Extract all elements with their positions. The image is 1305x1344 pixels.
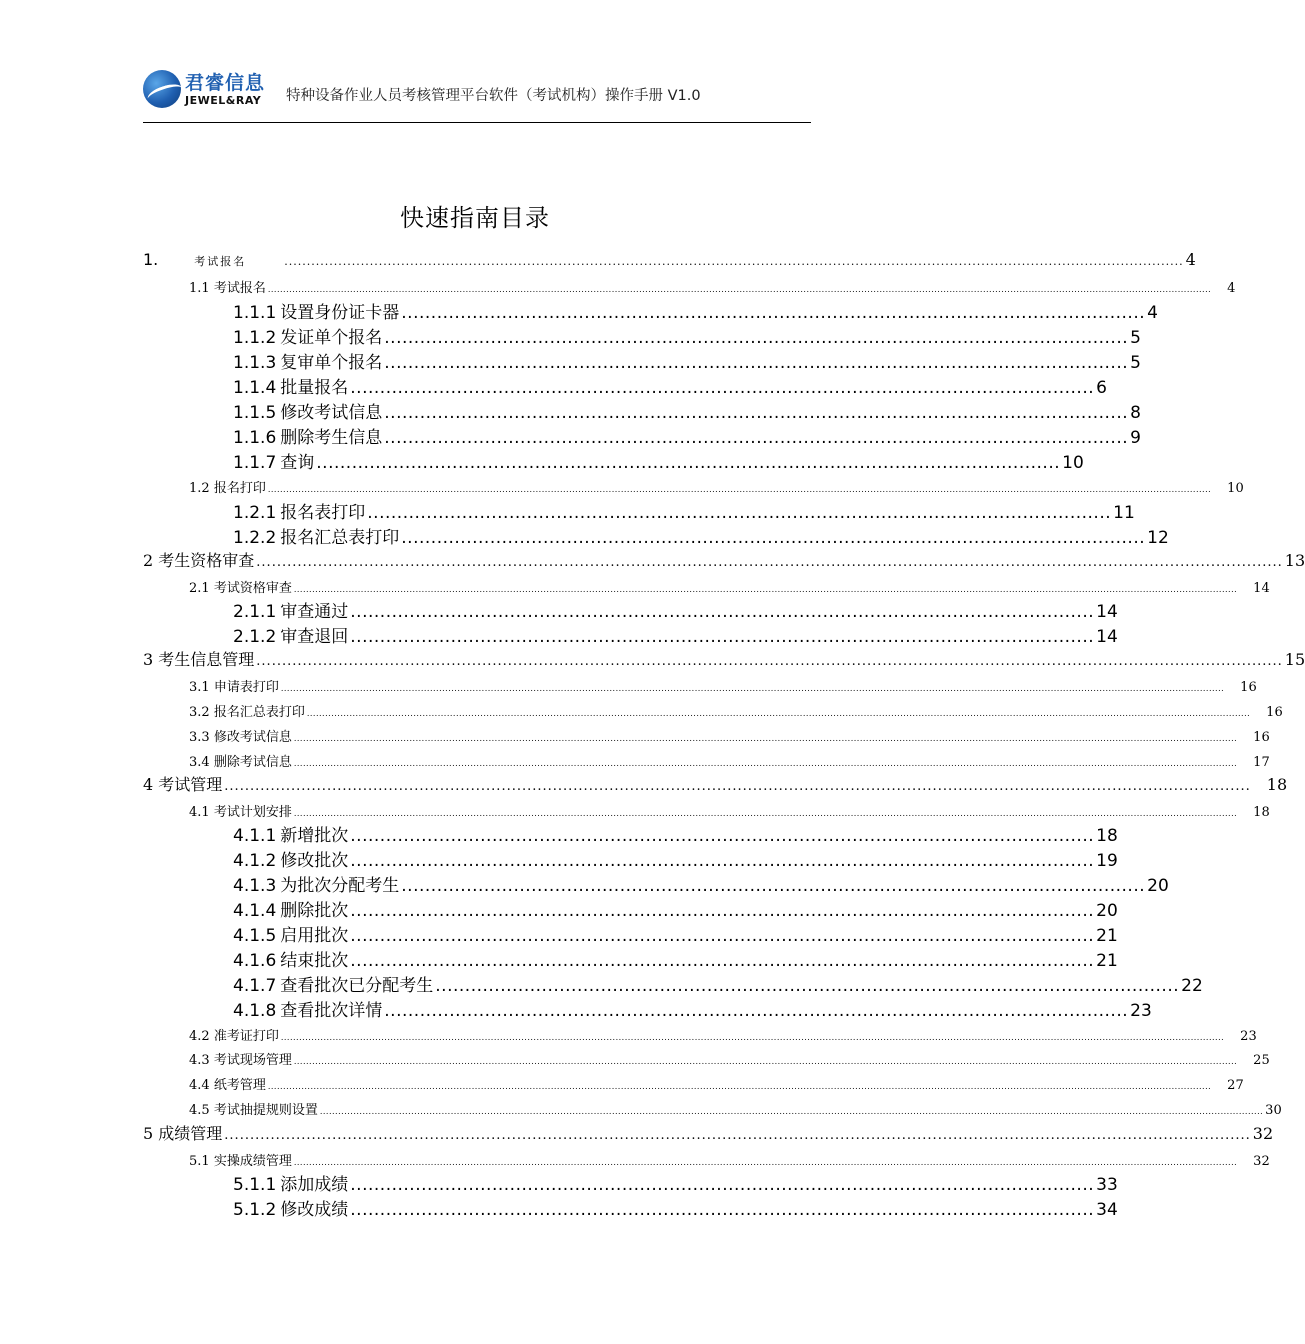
- toc-entry-title: 修改考试信息: [213, 730, 292, 745]
- toc-entry[interactable]: [189, 801, 1270, 820]
- toc-entry-title: 实操成绩管理: [213, 1154, 292, 1169]
- toc-leader: ..............................................................................................................................: [367, 503, 1112, 523]
- toc-entry[interactable]: [189, 477, 1244, 496]
- toc-leader: ..............................................................................................................................: [350, 951, 1095, 971]
- toc-entry-number: 5: [143, 1124, 154, 1143]
- toc-entry[interactable]: [189, 726, 1270, 745]
- toc-leader: ..............................................................................................................................: [350, 851, 1095, 871]
- toc-entry-number: 3.2: [189, 705, 210, 720]
- toc-leader: ..............................................................................................................................: [401, 528, 1146, 548]
- toc-entry[interactable]: [233, 298, 1158, 323]
- toc-entry[interactable]: [233, 996, 1152, 1021]
- toc-entry-title: 设置身份证卡器: [280, 303, 400, 323]
- toc-entry[interactable]: [143, 647, 1305, 670]
- toc-leader: ......................................................................................................................................................................................................................................................................................................................: [293, 1158, 1238, 1167]
- toc-entry[interactable]: [189, 277, 1236, 296]
- toc-entry-title: 准考证打印: [213, 1029, 279, 1044]
- toc-entry[interactable]: [233, 921, 1118, 946]
- toc-entry-number: 2.1: [189, 581, 210, 596]
- toc-entry-page: 12: [1147, 528, 1169, 548]
- toc-entry-title: 删除批次: [280, 901, 349, 921]
- toc-entry-title: 查询: [280, 453, 315, 473]
- toc-entry-page: 13: [1284, 551, 1305, 570]
- toc-entry-title: 纸考管理: [213, 1078, 266, 1093]
- toc-entry-page: 21: [1096, 926, 1118, 946]
- toc-title: 快速指南目录: [400, 204, 550, 232]
- toc-entry[interactable]: [233, 348, 1141, 373]
- toc-entry-title: 修改批次: [280, 851, 349, 871]
- toc-leader: ......................................................................................................................................................................................................................................................................................................................: [293, 1057, 1238, 1066]
- toc-entry-title: 考试报名: [194, 255, 247, 268]
- toc-entry[interactable]: [233, 1170, 1118, 1195]
- toc-leader: ..............................................................................................................................: [350, 1175, 1095, 1195]
- toc-entry-page: 8: [1130, 403, 1141, 423]
- toc-leader: ......................................................................................................................................................................................................................................................................................................................: [306, 709, 1251, 718]
- toc-entry-title: 审查通过: [280, 602, 349, 622]
- toc-entry-number: 3: [143, 650, 154, 669]
- toc-entry[interactable]: [189, 701, 1283, 720]
- toc-entry[interactable]: [233, 1195, 1118, 1220]
- toc-entry-page: 30: [1265, 1103, 1282, 1118]
- toc-entry[interactable]: [233, 498, 1135, 523]
- toc-entry-number: 4.5: [189, 1103, 210, 1118]
- toc-leader: ........................................................................................................................................................................................................: [256, 654, 1283, 669]
- toc-entry-title: 考试现场管理: [213, 1053, 292, 1068]
- toc-entry-number: 1.1.2: [233, 328, 277, 348]
- toc-entry[interactable]: [189, 1099, 1282, 1118]
- toc-leader: ......................................................................................................................................................................................................................................................................................................................: [267, 285, 1212, 294]
- toc-entry-page: 4: [1147, 303, 1158, 323]
- toc-entry-page: 19: [1096, 851, 1118, 871]
- toc-entry-page: 9: [1130, 428, 1141, 448]
- toc-entry-number: 1.1.4: [233, 378, 277, 398]
- toc-entry-page: 16: [1240, 680, 1257, 695]
- toc-leader: ......................................................................................................................................................................................................................................................................................................................: [293, 809, 1238, 818]
- toc-entry[interactable]: [189, 1074, 1244, 1093]
- toc-leader: ..............................................................................................................................: [384, 428, 1129, 448]
- toc-entry-title: 审查退回: [280, 627, 349, 647]
- toc-entry[interactable]: [233, 946, 1118, 971]
- toc-leader: ..............................................................................................................................: [401, 303, 1146, 323]
- toc-entry-title: 删除考试信息: [213, 755, 292, 770]
- toc-entry-number: 4.1: [189, 805, 210, 820]
- toc-leader: ........................................................................................................................................................................................................: [284, 255, 1184, 268]
- toc-leader: ........................................................................................................................................................................................................: [224, 1128, 1251, 1143]
- toc-entry-page: 16: [1253, 730, 1270, 745]
- toc-entry-title: 批量报名: [280, 378, 349, 398]
- toc-entry-title: 成绩管理: [158, 1124, 223, 1143]
- toc-entry-number: 4.3: [189, 1053, 210, 1068]
- toc-entry-number: 5.1.1: [233, 1175, 277, 1195]
- toc-leader: ..............................................................................................................................: [350, 901, 1095, 921]
- toc-entry-page: 15: [1284, 650, 1305, 669]
- toc-entry-title: 考试资格审查: [213, 581, 292, 596]
- toc-entry[interactable]: [143, 1121, 1274, 1144]
- toc-entry-page: 33: [1096, 1175, 1118, 1195]
- toc-entry[interactable]: [143, 250, 1196, 269]
- toc-entry-title: 结束批次: [280, 951, 349, 971]
- toc-leader: ..............................................................................................................................: [401, 876, 1146, 896]
- toc-entry-number: 5.1.2: [233, 1200, 277, 1220]
- logo-chinese-name: 君睿信息: [185, 72, 266, 94]
- toc-entry-page: 23: [1240, 1029, 1257, 1044]
- logo-english-name: JEWEL&RAY: [185, 94, 262, 107]
- toc-entry-page: 21: [1096, 951, 1118, 971]
- toc-leader: ..............................................................................................................................: [384, 353, 1129, 373]
- toc-entry-title: 修改考试信息: [280, 403, 383, 423]
- toc-entry[interactable]: [143, 548, 1305, 571]
- toc-entry[interactable]: [233, 846, 1118, 871]
- toc-leader: ..............................................................................................................................: [350, 1200, 1095, 1220]
- toc-entry[interactable]: [233, 821, 1118, 846]
- toc-entry-title: 考生信息管理: [158, 650, 255, 669]
- toc-entry-number: 4.1.4: [233, 901, 277, 921]
- toc-entry-title: 添加成绩: [280, 1175, 349, 1195]
- toc-leader: ......................................................................................................................................................................................................................................................................................................................: [319, 1107, 1264, 1116]
- toc-entry-page: 27: [1227, 1078, 1244, 1093]
- toc-entry[interactable]: [233, 398, 1141, 423]
- toc-entry-number: 4.1.2: [233, 851, 277, 871]
- toc-entry-page: 32: [1253, 1154, 1270, 1169]
- toc-entry-title: 复审单个报名: [280, 353, 383, 373]
- toc-entry[interactable]: [143, 772, 1288, 795]
- toc-entry[interactable]: [233, 423, 1141, 448]
- toc-entry-title: 报名汇总表打印: [280, 528, 400, 548]
- toc-entry-page: 25: [1253, 1053, 1270, 1068]
- toc-entry-title: 考试管理: [158, 775, 223, 794]
- toc-leader: ..............................................................................................................................: [350, 378, 1095, 398]
- toc-leader: ..............................................................................................................................: [350, 602, 1095, 622]
- toc-entry-number: 1.: [143, 250, 159, 269]
- toc-entry-number: 1.2: [189, 481, 210, 496]
- toc-entry-page: 23: [1130, 1001, 1152, 1021]
- toc-entry-title: 申请表打印: [213, 680, 279, 695]
- toc-entry-page: 17: [1253, 755, 1270, 770]
- toc-entry-title: 报名打印: [213, 481, 266, 496]
- toc-entry[interactable]: [233, 523, 1169, 548]
- toc-entry-title: 发证单个报名: [280, 328, 383, 348]
- toc-entry[interactable]: [233, 896, 1118, 921]
- toc-entry-number: 3.1: [189, 680, 210, 695]
- toc-entry-number: 4.1.8: [233, 1001, 277, 1021]
- toc-entry-page: 20: [1147, 876, 1169, 896]
- toc-entry-title: 新增批次: [280, 826, 349, 846]
- toc-entry-page: 4: [1227, 281, 1236, 296]
- toc-leader: ......................................................................................................................................................................................................................................................................................................................: [280, 684, 1225, 693]
- toc-entry-number: 1.2.2: [233, 528, 277, 548]
- toc-entry-number: 4.4: [189, 1078, 210, 1093]
- toc-entry-title: 报名汇总表打印: [213, 705, 305, 720]
- toc-entry-number: 5.1: [189, 1154, 210, 1169]
- toc-entry-page: 10: [1062, 453, 1084, 473]
- toc-leader: ........................................................................................................................................................................................................: [256, 555, 1283, 570]
- toc-entry-title: 考生资格审查: [158, 551, 255, 570]
- toc-entry-number: 1.1.1: [233, 303, 277, 323]
- toc-entry-title: 考试报名: [213, 281, 266, 296]
- toc-leader: ......................................................................................................................................................................................................................................................................................................................: [293, 759, 1238, 768]
- toc-entry-number: 2.1.2: [233, 627, 277, 647]
- toc-entry[interactable]: [233, 373, 1107, 398]
- toc-leader: ..............................................................................................................................: [350, 627, 1095, 647]
- toc-entry-number: 4.1.5: [233, 926, 277, 946]
- toc-entry-page: 18: [1253, 805, 1270, 820]
- toc-entry-number: 4.1.3: [233, 876, 277, 896]
- toc-entry-page: 5: [1130, 328, 1141, 348]
- document-title: 特种设备作业人员考核管理平台软件（考试机构）操作手册 V1.0: [286, 88, 701, 104]
- toc-entry-page: 6: [1096, 378, 1107, 398]
- toc-entry-page: 34: [1096, 1200, 1118, 1220]
- toc-leader: ......................................................................................................................................................................................................................................................................................................................: [280, 1033, 1225, 1042]
- toc-entry-number: 4.1.6: [233, 951, 277, 971]
- toc-entry-title: 删除考生信息: [280, 428, 383, 448]
- toc-entry-page: 10: [1227, 481, 1244, 496]
- toc-entry-page: 14: [1096, 602, 1118, 622]
- toc-entry[interactable]: [233, 448, 1084, 473]
- toc-entry[interactable]: [233, 622, 1118, 647]
- toc-entry-number: 1.1.5: [233, 403, 277, 423]
- toc-entry-number: 3.4: [189, 755, 210, 770]
- toc-leader: ......................................................................................................................................................................................................................................................................................................................: [267, 1082, 1212, 1091]
- toc-entry-page: 16: [1266, 705, 1283, 720]
- toc-entry[interactable]: [189, 676, 1257, 695]
- toc-entry[interactable]: [233, 597, 1118, 622]
- toc-entry-number: 4.2: [189, 1029, 210, 1044]
- toc-entry-number: 4: [143, 775, 154, 794]
- toc-entry-number: 1.1: [189, 281, 210, 296]
- toc-leader: ..............................................................................................................................: [435, 976, 1180, 996]
- toc-entry-title: 报名表打印: [280, 503, 366, 523]
- toc-leader: ..............................................................................................................................: [384, 403, 1129, 423]
- toc-entry-page: 5: [1130, 353, 1141, 373]
- toc-entry-page: 18: [1096, 826, 1118, 846]
- toc-leader: ..............................................................................................................................: [384, 1001, 1129, 1021]
- toc-entry-title: 修改成绩: [280, 1200, 349, 1220]
- toc-entry[interactable]: [233, 971, 1203, 996]
- toc-entry[interactable]: [189, 1025, 1257, 1044]
- toc-entry-title: 为批次分配考生: [280, 876, 400, 896]
- toc-entry-number: 2: [143, 551, 154, 570]
- toc-entry-number: 4.1.1: [233, 826, 277, 846]
- toc-leader: ........................................................................................................................................................................................................: [224, 779, 1251, 794]
- toc-entry-page: 32: [1252, 1124, 1274, 1143]
- toc-entry[interactable]: [189, 577, 1270, 596]
- toc-entry-page: 14: [1096, 627, 1118, 647]
- toc-entry-page: 18: [1266, 775, 1288, 794]
- toc-entry-title: 查看批次已分配考生: [280, 976, 434, 996]
- toc-leader: ......................................................................................................................................................................................................................................................................................................................: [267, 485, 1212, 494]
- toc-leader: ......................................................................................................................................................................................................................................................................................................................: [293, 734, 1238, 743]
- toc-leader: ..............................................................................................................................: [350, 926, 1095, 946]
- toc-entry[interactable]: [189, 1150, 1270, 1169]
- toc-entry-title: 考试计划安排: [213, 805, 292, 820]
- toc-entry[interactable]: [233, 871, 1169, 896]
- toc-entry[interactable]: [189, 751, 1270, 770]
- toc-leader: ..............................................................................................................................: [384, 328, 1129, 348]
- toc-entry-number: 2.1.1: [233, 602, 277, 622]
- toc-entry-number: 3.3: [189, 730, 210, 745]
- toc-entry-title: 查看批次详情: [280, 1001, 383, 1021]
- toc-entry[interactable]: [233, 323, 1141, 348]
- toc-entry-title: 启用批次: [280, 926, 349, 946]
- toc-entry[interactable]: [189, 1049, 1270, 1068]
- toc-entry-number: 1.1.3: [233, 353, 277, 373]
- header-divider: [143, 122, 811, 123]
- company-logo: [143, 66, 273, 110]
- toc-leader: ..............................................................................................................................: [350, 826, 1095, 846]
- toc-entry-page: 14: [1253, 581, 1270, 596]
- toc-leader: ..............................................................................................................................: [316, 453, 1061, 473]
- toc-entry-page: 22: [1181, 976, 1203, 996]
- toc-entry-number: 1.2.1: [233, 503, 277, 523]
- page-header: [143, 60, 811, 124]
- toc-entry-page: 4: [1185, 250, 1196, 269]
- toc-entry-title: 考试抽提规则设置: [213, 1103, 318, 1118]
- toc-entry-number: 1.1.6: [233, 428, 277, 448]
- toc-entry-number: 1.1.7: [233, 453, 277, 473]
- toc-entry-page: 20: [1096, 901, 1118, 921]
- toc-entry-number: 4.1.7: [233, 976, 277, 996]
- toc-entry-page: 11: [1113, 503, 1135, 523]
- toc-leader: ......................................................................................................................................................................................................................................................................................................................: [293, 585, 1238, 594]
